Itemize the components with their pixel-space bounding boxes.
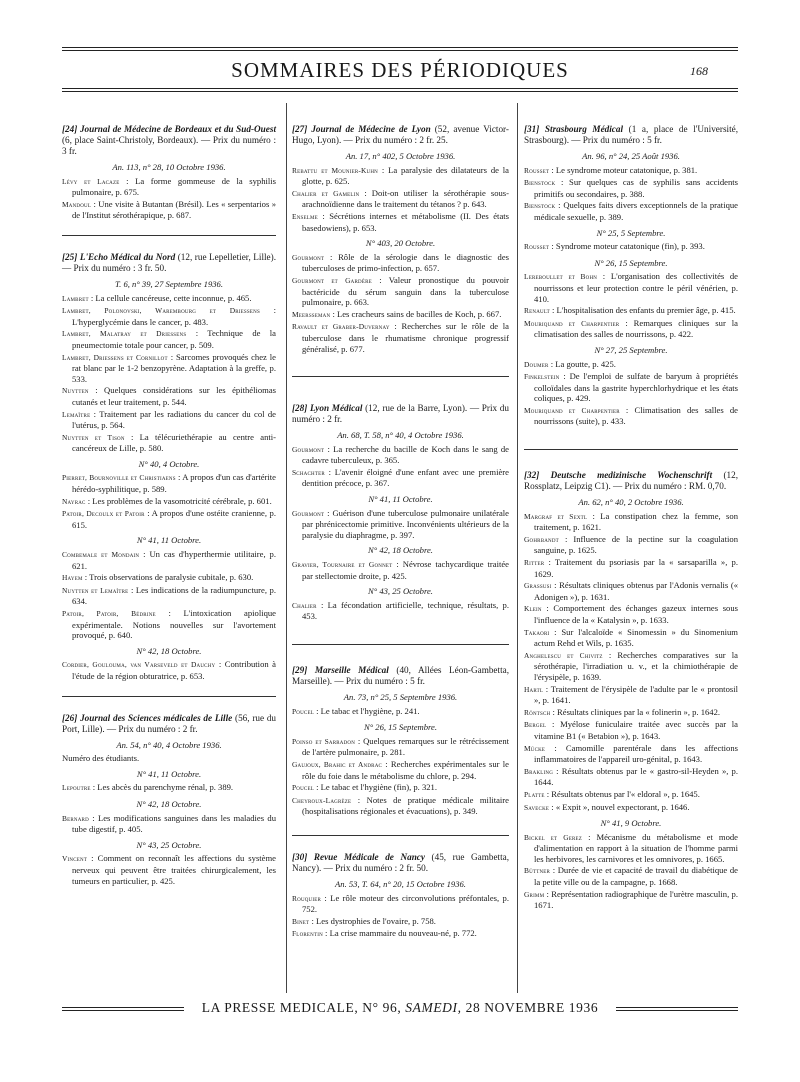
- issue-line: An. 53, T. 64, n° 20, 15 Octobre 1936.: [335, 878, 466, 889]
- note-line: Numéro des étudiants.: [62, 753, 140, 764]
- issue-line: N° 403, 20 Octobre.: [365, 238, 436, 249]
- issue-line: N° 42, 18 Octobre.: [368, 545, 433, 556]
- header-rule-top: [62, 47, 738, 48]
- article-entry: Ritter : Traitement du psoriasis par la « sarsaparilla », p. 1629.: [524, 557, 738, 579]
- issue-line: N° 42, 18 Octobre.: [136, 645, 202, 656]
- article-entry: Cordier, Goulouma, van Varseveld et Dauchy : Contribution à l'étude de la région obturatrice, p. 653.: [62, 659, 276, 681]
- issue-line: N° 41, 9 Octobre.: [600, 818, 662, 829]
- article-entry: Rousset : Syndrome moteur catatonique (fin), p. 393.: [524, 241, 705, 252]
- article-entry: Meersseman : Les cracheurs sains de bacilles de Koch, p. 667.: [292, 308, 502, 319]
- article-entry: Grimm : Représentation radiographique de l'urètre masculin, p. 1671.: [524, 888, 738, 911]
- journal-heading: [30] Revue Médicale de Nancy (45, rue Gambetta, Nancy). — Prix du numéro : 2 fr. 50.: [292, 851, 509, 873]
- article-entry: Gourmont : La recherche du bacille de Koch dans le sang de cadavre tuberculeux, p. 365.: [292, 443, 509, 466]
- article-entry: Hayem : Trois observations de paralysie cubitale, p. 630.: [62, 572, 254, 583]
- issue-line: An. 17, n° 402, 5 Octobre 1936.: [345, 151, 456, 161]
- section-separator: [524, 449, 738, 450]
- article-entry: Rebattu et Mounier-Kuhn : La paralysie des dilatateurs de la glotte, p. 625.: [292, 164, 509, 187]
- article-entry: Savecke : « Expit », nouvel expectorant, p. 1646.: [524, 801, 690, 812]
- issue-line: An. 96, n° 24, 25 Août 1936.: [582, 151, 680, 161]
- article-entry: Mandoul : Une visite à Butantan (Brésil). Les « serpentarios » de l'Institut sérothérapique, p. 687.: [62, 198, 276, 221]
- section-separator: [62, 696, 276, 697]
- journal-heading: [32] Deutsche medizinische Wochenschrift (12, Rossplatz, Leipzig C1). — Prix du numéro : RM. 0,70.: [524, 470, 738, 492]
- article-entry: Platte : Résultats obtenus par l'« eldoral », p. 1645.: [524, 788, 700, 799]
- issue-line: N° 25, 5 Septembre.: [596, 227, 666, 238]
- article-entry: Florentin : La crise mammaire du nouveau-né, p. 772.: [292, 928, 477, 939]
- article-entry: Rouquier : Le rôle moteur des circonvolutions préfontales, p. 752.: [292, 892, 509, 915]
- section-separator: [62, 235, 276, 236]
- journal-26: [62, 713, 276, 887]
- article-entry: Enselme : Sécrétions internes et métabolisme (II. Des états basedowiens), p. 653.: [292, 210, 509, 233]
- article-entry: Grassusi : Résultats cliniques obtenus par l'Adonis vernalis (« Adonigen »), p. 1631.: [524, 580, 738, 602]
- article-entry: Rousset : Le syndrome moteur catatonique, p. 381.: [524, 164, 698, 175]
- journal-28: [292, 403, 509, 622]
- issue-line: An. 54, n° 40, 4 Octobre 1936.: [116, 739, 222, 750]
- issue-line: An. 113, n° 28, 10 Octobre 1936.: [112, 162, 226, 172]
- header-rule-bottom: [62, 88, 738, 89]
- article-entry: Vincent : Comment on reconnaît les affections du système nerveux qui peuvent être traitées chirurgicalement, les tumeurs en particulier, p. 425.: [62, 853, 276, 886]
- issue-line: N° 26, 15 Septembre.: [594, 257, 668, 268]
- article-entry: Gourmont : Rôle de la sérologie dans le diagnostic des tuberculoses de primo-infection, p. 657.: [292, 251, 509, 274]
- journal-32: [524, 470, 738, 911]
- issue-line: N° 41, 11 Octobre.: [136, 535, 202, 546]
- article-entry: Lambret : La cellule cancéreuse, cette inconnue, p. 465.: [62, 292, 252, 303]
- article-entry: Patoir, Patoir, Bédrine : L'intoxication apiolique expérimentale. Notions nouvelles sur l'avortement provoqué, p. 640.: [62, 608, 276, 641]
- issue-line: An. 68, T. 58, n° 40, 4 Octobre 1936.: [337, 430, 464, 441]
- journal-30: [292, 852, 509, 940]
- article-entry: Gourmont et Gardère : Valeur pronostique du pouvoir bactéricide du sérum sanguin dans la tuberculose pulmonaire, p. 663.: [292, 274, 510, 308]
- header-rule-bottom-2: [62, 91, 738, 92]
- article-entry: Takaori : Sur l'alcaloïde « Sinomessin » du Sinomenium actum Rehd et Wils, p. 1635.: [524, 626, 738, 649]
- article-entry: Gohrbandt : Influence de la pectine sur la coagulation sanguine, p. 1625.: [524, 533, 738, 556]
- article-entry: Cheyroux-Lagrèze : Notes de pratique médicale militaire (hospitalisations régionales et évacuations), p. 349.: [292, 794, 509, 817]
- article-entry: Poucel : Le tabac et l'hygiène (fin), p. 321.: [292, 782, 437, 793]
- article-entry: Lepoutre : Les abcès du parenchyme rénal, p. 389.: [62, 782, 234, 793]
- journal-31: [524, 124, 738, 427]
- article-entry: Röntsch : Résultats cliniques par la « folinerin », p. 1642.: [524, 706, 721, 717]
- journal-24: [62, 124, 276, 221]
- article-entry: Klein : Comportement des échanges gazeux internes sous l'influence de la « Katalysin », p. 1633.: [524, 603, 738, 625]
- footer-rule-right-2: [616, 1010, 738, 1011]
- article-entry: Anghelescu et Chivitz : Recherches comparatives sur la sérothérapie, l'irradiation u. v., et la chimiothérapie de l'érysipèle, p. 1639.: [524, 649, 738, 682]
- page-number: 168: [690, 64, 708, 78]
- issue-line: An. 73, n° 25, 5 Septembre 1936.: [343, 692, 458, 702]
- article-entry: Finkelstein : De l'emploi de sulfate de baryum à propriétés colloïdales dans la gastrite hyperchlorhydrique et les états coliques, p. 429.: [524, 371, 738, 404]
- footer-rule-right: [616, 1007, 738, 1008]
- article-entry: Renault : L'hospitalisation des enfants du premier âge, p. 415.: [524, 305, 736, 316]
- article-entry: Lambret, Driessens et Cornillot : Sarcomes provoqués chez le rat blanc par le 1-2 benzopyrène. Adaptation à la greffe, p. 533.: [62, 351, 276, 384]
- issue-line: N° 41, 11 Octobre.: [368, 494, 433, 505]
- journal-heading: [29] Marseille Médical (40, Allées Léon-Gambetta, Marseille). — Prix du numéro : 5 fr.: [292, 665, 509, 686]
- journal-27: [292, 124, 509, 354]
- article-entry: Chalier : La fécondation artificielle, technique, résultats, p. 453.: [292, 599, 509, 622]
- article-entry: Patoir, Decoulx et Patoir : A propos d'une ostéite cranienne, p. 615.: [62, 508, 276, 530]
- issue-line: An. 62, n° 40, 2 Octobre 1936.: [578, 497, 684, 508]
- article-entry: Lambret, Malatray et Driessens : Technique de la pneumectomie totale pour cancer, p. 509.: [62, 328, 276, 350]
- article-entry: Chalier et Gamelin : Doit-on utiliser la sérothérapie sous-arachnoïdienne dans le traitement du tétanos ? p. 643.: [292, 187, 509, 210]
- article-entry: Gaujoux, Brahic et Andrac : Recherches expérimentales sur le rôle du foie dans le métabolisme du chlore, p. 294.: [292, 758, 509, 781]
- issue-line: N° 26, 15 Septembre.: [363, 722, 438, 733]
- article-entry: Bergel : Myélose funiculaire traitée avec succès par la vitamine B1 (« Betabion »), p. 1643.: [524, 719, 738, 741]
- article-entry: Ravault et Graber-Duvernay : Recherches sur le rôle de la tuberculose dans le rhumatisme chronique progressif généralisé, p. 677.: [292, 321, 509, 354]
- journal-heading: [26] Journal des Sciences médicales de Lille (56, rue du Port, Lille). — Prix du numéro : 2 fr.: [62, 712, 277, 734]
- section-separator: [292, 376, 509, 377]
- article-entry: Lévy et Lacaze : La forme gommeuse de la syphilis pulmonaire, p. 675.: [62, 175, 276, 198]
- column-divider-2: [517, 103, 518, 993]
- journal-25: [62, 252, 276, 682]
- header-rule-top-2: [62, 50, 738, 51]
- issue-line: N° 42, 18 Octobre.: [136, 798, 202, 809]
- article-entry: Mouriquand et Charpentier : Climatisation des salles de nourrissons (suite), p. 433.: [524, 404, 738, 427]
- article-entry: Lereboullet et Bohn : L'organisation des collectivités de nourrissons et leur protection contre le péril vénérien, p. 410.: [524, 271, 739, 304]
- journal-heading: [27] Journal de Médecine de Lyon (52, avenue Victor-Hugo, Lyon). — Prix du numéro : 2 fr. 25.: [292, 124, 509, 145]
- article-entry: Lambret, Polonovski, Warembourg et Driessens : L'hyperglycémie dans le cancer, p. 483.: [62, 305, 276, 327]
- issue-line: N° 43, 25 Octobre.: [136, 839, 202, 850]
- journal-heading: [31] Strasbourg Médical (1 a, place de l'Université, Strasbourg). — Prix du numéro : 5 fr.: [524, 124, 738, 145]
- column-2: [292, 124, 509, 941]
- article-entry: Mücke : Camomille parentérale dans les affections inflammatoires de l'appareil uro-génital, p. 1643.: [524, 742, 738, 765]
- article-entry: Doumer : La goutte, p. 425.: [524, 358, 616, 369]
- article-entry: Hartl : Traitement de l'érysipèle de l'adulte par le « prontosil », p. 1641.: [524, 683, 738, 706]
- section-separator: [292, 835, 509, 836]
- article-entry: Gourmont : Guérison d'une tuberculose pulmonaire unilatérale par phrénicectomie primitive. Inconvénients ultérieurs de la paralysie du diaphragme, p. 397.: [292, 507, 509, 540]
- article-entry: Mouriquand et Charpentier : Remarques cliniques sur la climatisation des salles de nourrissons, p. 422.: [524, 317, 738, 340]
- section-separator: [292, 644, 509, 645]
- article-entry: Gravier, Tournaire et Gonnet : Névrose tachycardique traitée par stellectomie droite, p. 425.: [292, 559, 509, 581]
- article-entry: Poucel : Le tabac et l'hygiène, p. 241.: [292, 705, 420, 716]
- article-entry: Nuytten et Tison : La télécuriethérapie au centre anti-cancéreux de Lille, p. 580.: [62, 431, 276, 454]
- article-entry: Pierret, Bournoville et Christiaens : A propos d'un cas d'artérite hérédo-syphilitique, p. 589.: [62, 472, 276, 495]
- journal-29: [292, 665, 509, 817]
- article-entry: Bienstock : Quelques faits divers exceptionnels de la pratique médicale sexuelle, p. 389.: [524, 200, 738, 222]
- issue-line: N° 27, 25 Septembre.: [594, 344, 668, 355]
- footer-text: LA PRESSE MEDICALE, N° 96, SAMEDI, 28 NOVEMBRE 1936: [201, 1000, 599, 1015]
- journal-heading: [25] L'Echo Médical du Nord (12, rue Lepelletier, Lille). — Prix du numéro : 3 fr. 50.: [62, 251, 276, 273]
- column-1: [62, 124, 276, 887]
- article-entry: Poinso et Sarradon : Quelques remarques sur le rétrécissement de l'artère pulmonaire, p. 281.: [292, 735, 509, 758]
- article-entry: Nuytten et Lemaître : Les indications de la radiumpuncture, p. 634.: [62, 584, 276, 607]
- article-entry: Margraf et Sextl : La constipation chez la femme, son traitement, p. 1621.: [524, 510, 738, 533]
- article-entry: Büttner : Durée de vie et capacité de travail du diabétique de la petite ville ou de la campagne, p. 1668.: [524, 865, 738, 888]
- journal-heading: [24] Journal de Médecine de Bordeaux et du Sud-Ouest (6, place Saint-Christoly, Bordeaux). — Prix du numéro : 3 fr.: [62, 124, 276, 156]
- issue-line: N° 41, 11 Octobre.: [136, 768, 202, 779]
- article-entry: Nuytten : Quelques considérations sur les épithéliomas cutanés et leur traitement, p. 544.: [62, 385, 276, 407]
- article-entry: Bernard : Les modifications sanguines dans les maladies du tube digestif, p. 405.: [62, 812, 276, 835]
- article-entry: Nayrac : Les problèmes de la vasomotricité cérébrale, p. 601.: [62, 495, 272, 506]
- article-entry: Lemaître : Traitement par les radiations du cancer du col de l'utérus, p. 564.: [62, 408, 276, 431]
- article-entry: Binet : Les dystrophies de l'ovaire, p. 758.: [292, 915, 436, 926]
- article-entry: Bienstock : Sur quelques cas de syphilis sans accidents primitifs ou secondaires, p. 388.: [524, 177, 738, 199]
- page-title: SOMMAIRES DES PÉRIODIQUES: [231, 58, 569, 82]
- issue-line: T. 6, n° 39, 27 Septembre 1936.: [115, 278, 223, 289]
- article-entry: Schachter : L'avenir éloigné d'une enfant avec une première dentition précoce, p. 367.: [292, 466, 509, 489]
- column-divider-1: [286, 103, 287, 993]
- issue-line: N° 43, 25 Octobre.: [368, 586, 433, 597]
- article-entry: Brakling : Résultats obtenus par le « gastro-sil-Heyden », p. 1644.: [524, 765, 738, 788]
- column-3: [524, 124, 738, 912]
- journal-heading: [28] Lyon Médical (12, rue de la Barre, Lyon). — Prix du numéro : 2 fr.: [292, 403, 509, 425]
- article-entry: Combemale et Mondain : Un cas d'hyperthermie utilitaire, p. 621.: [62, 549, 276, 571]
- issue-line: N° 40, 4 Octobre.: [138, 458, 200, 469]
- article-entry: Bickel et Gerez : Mécanisme du métabolisme et mode d'alimentation en rapport à la situation de l'homme parmi les herbivores, les carnivores et les omnivores, p. 1665.: [524, 831, 738, 864]
